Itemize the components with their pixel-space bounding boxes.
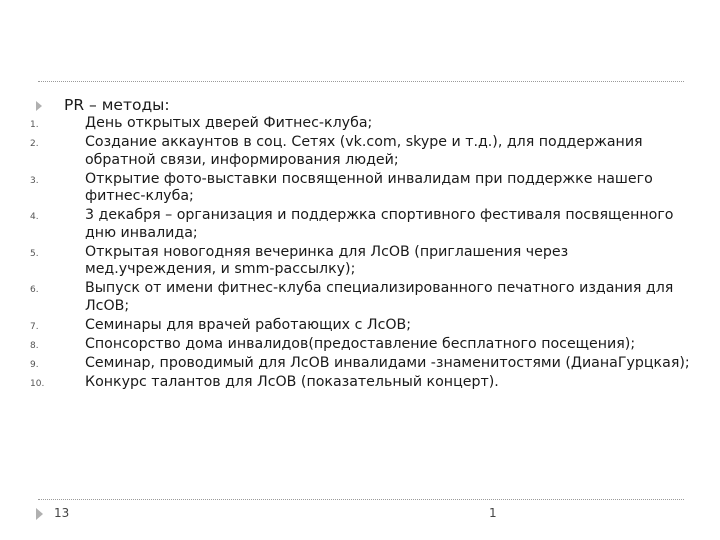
heading-text: PR – методы: <box>64 96 170 114</box>
item-text: День открытых дверей Фитнес-клуба; <box>85 115 373 131</box>
slide-content <box>30 96 700 393</box>
list-item <box>30 374 700 392</box>
item-number: 7. <box>30 322 39 333</box>
item-number: 5. <box>30 248 39 259</box>
item-number: 1. <box>30 120 39 130</box>
item-text: Открытая новогодняя вечеринка для ЛсОВ (приглашения через мед.учреждения, и smm-рассылку); <box>85 243 569 278</box>
item-text: Создание аккаунтов в соц. Сетях (vk.com, skype и т.д.), для поддержания обратной связи, информирования людей; <box>85 134 643 168</box>
slide-heading <box>30 96 700 115</box>
bottom-divider <box>38 499 684 500</box>
item-text: Конкурс талантов для ЛсОВ (показательный концерт). <box>85 374 499 391</box>
list-item <box>30 207 700 242</box>
item-number: 6. <box>30 285 39 296</box>
list-item <box>30 355 700 373</box>
item-text: 3 декабря – организация и поддержка спортивного фестиваля посвященного дню инвалида; <box>85 207 674 241</box>
item-text: Семинар, проводимый для ЛсОВ инвалидами -знаменитостями (ДианаГурцкая); <box>85 355 690 372</box>
item-number: 8. <box>30 341 39 352</box>
list-item <box>30 317 700 335</box>
item-text: Семинары для врачей работающих с ЛсОВ; <box>85 317 412 334</box>
item-number: 4. <box>30 212 39 223</box>
item-number: 3. <box>30 175 39 186</box>
bullet-arrow-icon <box>36 101 42 111</box>
item-text: Выпуск от имени фитнес-клуба специализированного печатного издания для ЛсОВ; <box>85 280 674 314</box>
item-number: 10. <box>30 379 45 390</box>
top-divider <box>38 81 684 82</box>
page-number: 1 <box>489 506 497 520</box>
list-item <box>30 280 700 315</box>
list-item <box>30 171 700 206</box>
list-item <box>30 115 700 133</box>
footer-arrow-icon <box>36 508 43 520</box>
list-item <box>30 244 700 279</box>
item-number: 2. <box>30 139 39 150</box>
item-text: Открытие фото-выставки посвященной инвалидам при поддержке нашего фитнес-клуба; <box>85 170 653 205</box>
slide-number: 13 <box>54 506 70 520</box>
item-number: 9. <box>30 360 39 371</box>
methods-list <box>30 115 700 392</box>
list-item <box>30 336 700 354</box>
item-text: Спонсорство дома инвалидов(предоставление бесплатного посещения); <box>85 336 636 353</box>
list-item <box>30 134 700 169</box>
